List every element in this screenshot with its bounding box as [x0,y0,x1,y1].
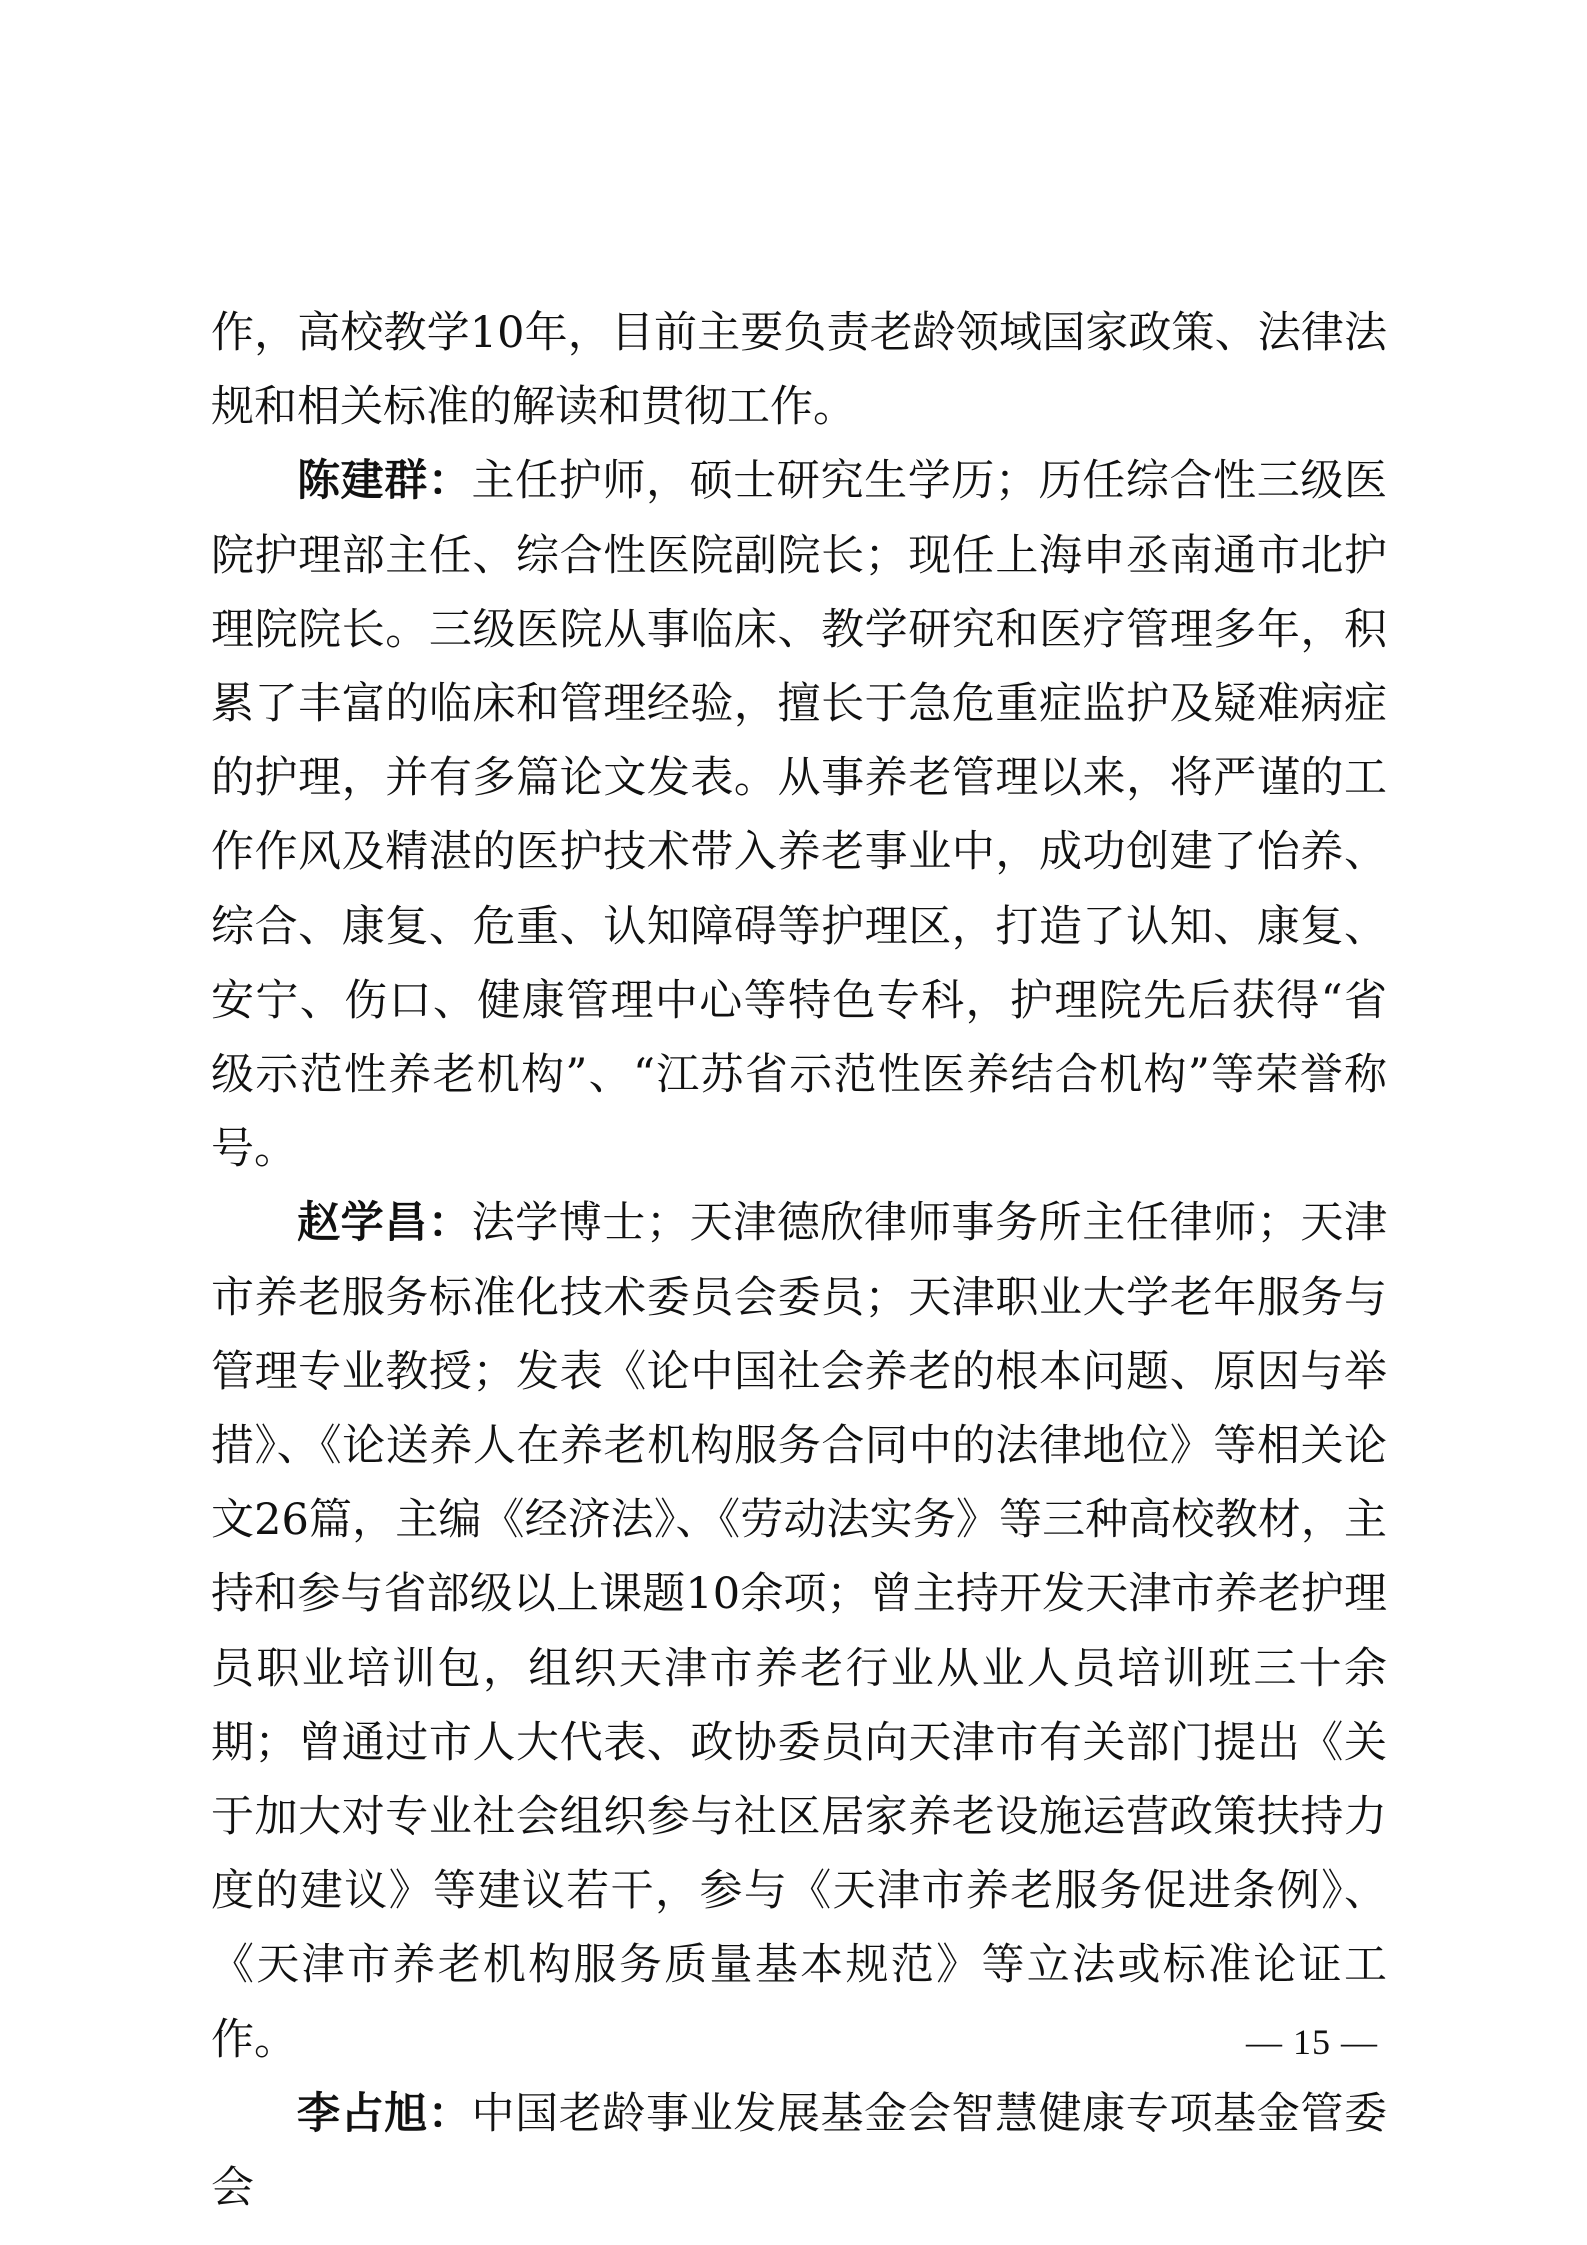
paragraph-text: 法学博士；天津德欣律师事务所主任律师；天津市养老服务标准化技术委员会委员；天津职业大学老年服务与管理专业教授；发表《论中国社会养老的根本问题、原因与举措》、《论送养人在养老机构服务合同中的法律地位》等相关论文26篇，主编《经济法》、《劳动法实务》等三种高校教材，主持和参与省部级以上课题10余项；曾主持开发天津市养老护理员职业培训包，组织天津市养老行业从业人员培训班三十余期；曾通过市人大代表、政协委员向天津市有关部门提出《关于加大对专业社会组织参与社区居家养老设施运营政策扶持力度的建议》等建议若干，参与《天津市养老服务促进条例》、《天津市养老机构服务质量基本规范》等立法或标准论证工作。 [211,1198,1387,2065]
bio-paragraph-zhao [211,1186,1387,2076]
paragraph-text: 作，高校教学10年，目前主要负责老龄领域国家政策、法律法规和相关标准的解读和贯彻工作。 [211,308,1387,433]
paragraph-text: 主任护师，硕士研究生学历；历任综合性三级医院护理部主任、综合性医院副院长；现任上海申丞南通市北护理院院长。三级医院从事临床、教学研究和医疗管理多年，积累了丰富的临床和管理经验，擅长于急危重症监护及疑难病症的护理，并有多篇论文发表。从事养老管理以来，将严谨的工作作风及精湛的医护技术带入养老事业中，成功创建了怡养、综合、康复、危重、认知障碍等护理区，打造了认知、康复、安宁、伤口、健康管理中心等特色专科，护理院先后获得“省级示范性养老机构”、“江苏省示范性医养结合机构”等荣誉称号。 [211,456,1387,1175]
bio-paragraph-li [211,2077,1387,2225]
page-number: — 15 — [1246,2022,1378,2062]
paragraph-continuation [211,296,1387,444]
bio-paragraph-chen [211,444,1387,1186]
paragraph-text: 中国老龄事业发展基金会智慧健康专项基金管委会 [211,2088,1387,2214]
person-name: 陈建群： [297,456,472,507]
person-name: 李占旭： [297,2088,472,2139]
person-name: 赵学昌： [297,1198,472,1249]
document-body [211,296,1387,2225]
